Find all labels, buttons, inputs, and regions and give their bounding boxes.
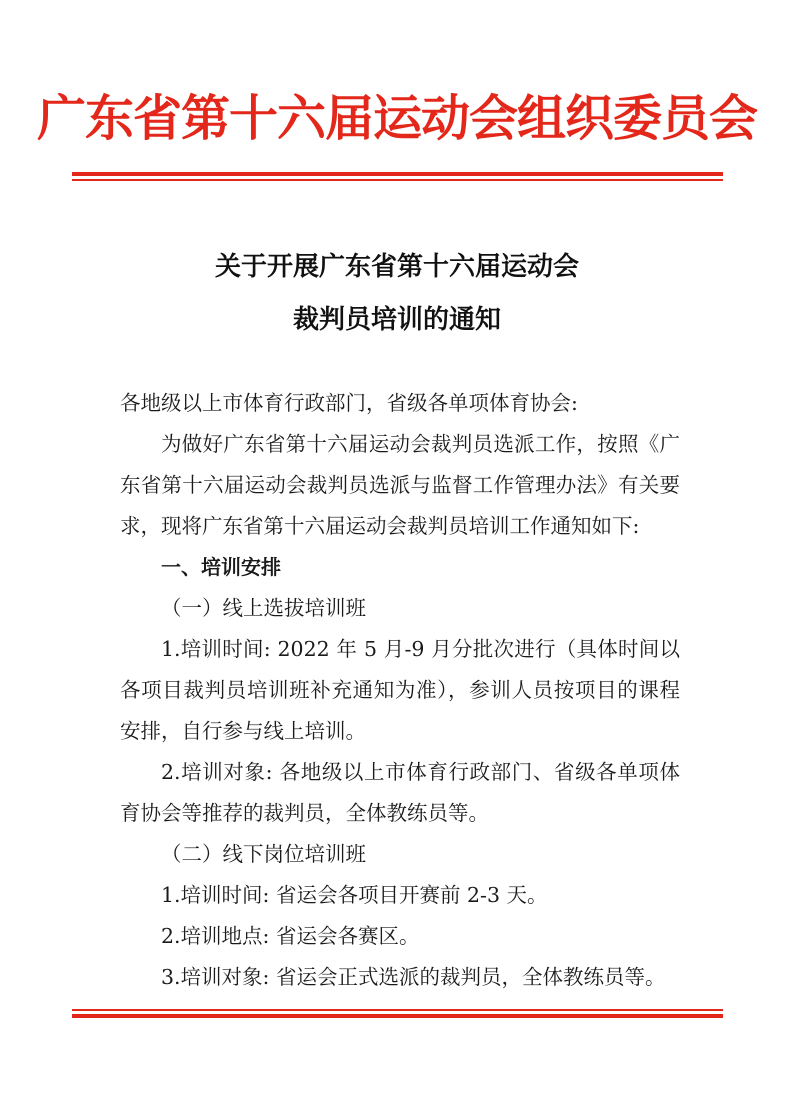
footer-divider bbox=[72, 1009, 723, 1018]
document-header-org-name: 广东省第十六届运动会组织委员会 bbox=[36, 89, 757, 147]
subsection-heading-offline: （二）线下岗位培训班 bbox=[161, 842, 366, 866]
offline-training-participants: 3.培训对象: 省运会正式选派的裁判员，全体教练员等。 bbox=[161, 965, 666, 989]
offline-training-location: 2.培训地点: 省运会各赛区。 bbox=[161, 924, 420, 948]
salutation: 各地级以上市体育行政部门，省级各单项体育协会: bbox=[120, 391, 578, 415]
document-title-line-1: 关于开展广东省第十六届运动会 bbox=[214, 252, 579, 282]
document-title-line-2: 裁判员培训的通知 bbox=[292, 305, 501, 335]
document-body bbox=[120, 383, 680, 998]
section-heading-training-arrangement: 一、培训安排 bbox=[161, 555, 281, 579]
subsection-heading-online: （一）线上选拔培训班 bbox=[161, 596, 366, 620]
header-divider bbox=[72, 172, 723, 181]
offline-training-time: 1.培训时间: 省运会各项目开赛前 2-3 天。 bbox=[161, 883, 548, 907]
intro-paragraph: 为做好广东省第十六届运动会裁判员选派工作，按照《广东省第十六届运动会裁判员选派与监督工作管理办法》有关要求，现将广东省第十六届运动会裁判员培训工作通知如下: bbox=[120, 432, 680, 538]
online-training-participants: 2.培训对象: 各地级以上市体育行政部门、省级各单项体育协会等推荐的裁判员，全体教练员等。 bbox=[120, 760, 680, 825]
online-training-time: 1.培训时间: 2022 年 5 月-9 月分批次进行（具体时间以各项目裁判员培训班补充通知为准），参训人员按项目的课程安排，自行参与线上培训。 bbox=[120, 637, 680, 743]
